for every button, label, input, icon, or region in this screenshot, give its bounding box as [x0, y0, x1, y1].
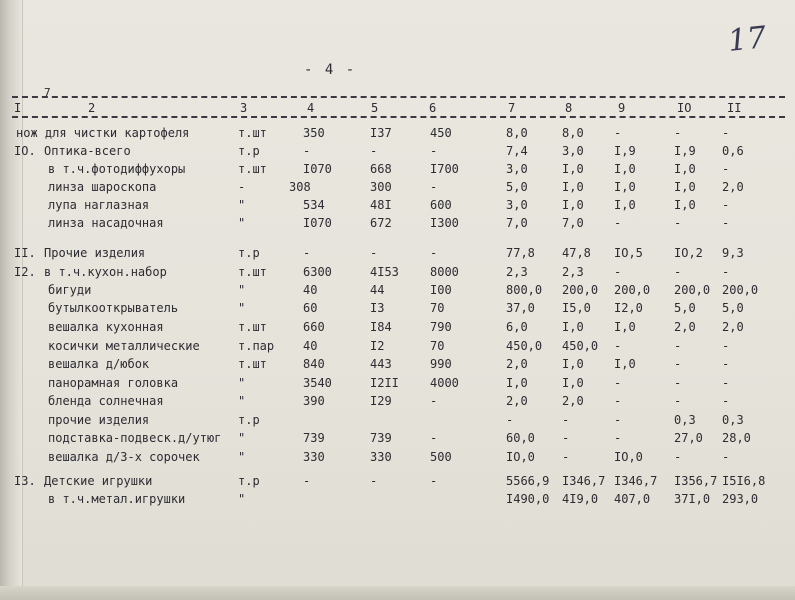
value-col-11: 5,0 — [722, 301, 744, 315]
folio-number: 17 — [726, 20, 768, 59]
value-col-11: 0,3 — [722, 413, 744, 427]
value-col-5: 443 — [370, 357, 392, 371]
value-col-6: - — [430, 431, 438, 445]
item-name: бигуди — [48, 283, 92, 297]
value-col-5: I84 — [370, 320, 392, 334]
value-col-10: - — [674, 126, 682, 140]
unit: т.шт — [238, 162, 267, 176]
value-col-4: - — [303, 474, 311, 488]
table-row — [0, 472, 795, 490]
table-row — [0, 244, 795, 262]
value-col-4: 60 — [303, 301, 318, 315]
item-name: Прочие изделия — [44, 246, 146, 260]
value-col-10: IO,2 — [674, 246, 703, 260]
table-row — [0, 142, 795, 160]
value-col-7: 800,0 — [506, 283, 543, 297]
page-number: - 4 - — [304, 62, 357, 78]
table-row — [0, 178, 795, 196]
value-col-5: 739 — [370, 431, 392, 445]
value-col-10: 27,0 — [674, 431, 703, 445]
value-col-5: 4I53 — [370, 265, 399, 279]
value-col-5: 330 — [370, 450, 392, 464]
unit: т.р — [238, 246, 260, 260]
item-name: Оптика-всего — [44, 144, 131, 158]
value-col-10: I,0 — [674, 180, 696, 194]
header-top-rule — [12, 96, 785, 98]
value-col-8: I346,7 — [562, 474, 606, 488]
value-col-11: - — [722, 198, 730, 212]
value-col-11: - — [722, 339, 730, 353]
value-col-7: 7,0 — [506, 216, 528, 230]
value-col-8: 4I9,0 — [562, 492, 599, 506]
value-col-7: 5566,9 — [506, 474, 550, 488]
value-col-11: 28,0 — [722, 431, 751, 445]
item-name: лупа наглазная — [48, 198, 150, 212]
value-col-5: I2II — [370, 376, 399, 390]
value-col-9: I,0 — [614, 162, 636, 176]
value-col-11: - — [722, 162, 730, 176]
column-number: 7 — [508, 101, 516, 115]
column-number: 3 — [240, 101, 248, 115]
value-col-9: 200,0 — [614, 283, 651, 297]
value-col-9: I,0 — [614, 198, 636, 212]
value-col-5: 300 — [370, 180, 392, 194]
item-name: в т.ч.метал.игрушки — [48, 492, 186, 506]
item-name: косички металлические — [48, 339, 200, 353]
value-col-8: 7,0 — [562, 216, 584, 230]
value-col-6: - — [430, 246, 438, 260]
value-col-4: 3540 — [303, 376, 332, 390]
value-col-11: 0,6 — [722, 144, 744, 158]
unit: т.шт — [238, 126, 267, 140]
item-name: линза насадочная — [48, 216, 164, 230]
value-col-8: I5,0 — [562, 301, 591, 315]
value-col-10: - — [674, 357, 682, 371]
value-col-8: - — [562, 413, 570, 427]
value-col-7: 6,0 — [506, 320, 528, 334]
item-number: IO. — [14, 144, 36, 158]
value-col-6: - — [430, 180, 438, 194]
value-col-9: 407,0 — [614, 492, 651, 506]
value-col-4: - — [303, 246, 311, 260]
unit: т.р — [238, 474, 260, 488]
value-col-11: - — [722, 126, 730, 140]
value-col-7: 3,0 — [506, 198, 528, 212]
value-col-9: I,0 — [614, 320, 636, 334]
value-col-10: 37I,0 — [674, 492, 711, 506]
value-col-7: 3,0 — [506, 162, 528, 176]
value-col-5: - — [370, 144, 378, 158]
value-col-7: 450,0 — [506, 339, 543, 353]
value-col-9: I,0 — [614, 357, 636, 371]
value-col-4: 739 — [303, 431, 325, 445]
value-col-10: 200,0 — [674, 283, 711, 297]
value-col-10: 5,0 — [674, 301, 696, 315]
column-number: II — [727, 101, 742, 115]
value-col-8: 450,0 — [562, 339, 599, 353]
value-col-11: - — [722, 216, 730, 230]
value-col-5: - — [370, 246, 378, 260]
value-col-9: I,9 — [614, 144, 636, 158]
value-col-7: 37,0 — [506, 301, 535, 315]
value-col-6: - — [430, 144, 438, 158]
value-col-11: 2,0 — [722, 180, 744, 194]
item-name: вешалка д/юбок — [48, 357, 150, 371]
value-col-6: 450 — [430, 126, 452, 140]
unit: " — [238, 492, 246, 506]
item-name: в т.ч.фотодиффухоры — [48, 162, 186, 176]
value-col-10: - — [674, 394, 682, 408]
value-col-6: 8000 — [430, 265, 459, 279]
table-row — [0, 124, 795, 142]
value-col-11: 200,0 — [722, 283, 759, 297]
value-col-6: 790 — [430, 320, 452, 334]
item-name: вешалка кухонная — [48, 320, 164, 334]
unit: " — [238, 450, 246, 464]
table-row — [0, 214, 795, 232]
value-col-11: - — [722, 376, 730, 390]
table-row — [0, 411, 795, 429]
value-col-8: 3,0 — [562, 144, 584, 158]
item-name: в т.ч.кухон.набор — [44, 265, 167, 279]
item-name: Детские игрушки — [44, 474, 153, 488]
unit: " — [238, 283, 246, 297]
value-col-7: 8,0 — [506, 126, 528, 140]
column-number: IO — [677, 101, 692, 115]
value-col-6: I300 — [430, 216, 459, 230]
table-row — [0, 263, 795, 281]
value-col-8: 200,0 — [562, 283, 599, 297]
value-col-4: 350 — [303, 126, 325, 140]
value-col-4: 534 — [303, 198, 325, 212]
value-col-11: - — [722, 394, 730, 408]
value-col-11: - — [722, 357, 730, 371]
unit: т.пар — [238, 339, 275, 353]
unit: - — [238, 180, 246, 194]
column-number: 5 — [371, 101, 379, 115]
value-col-5: 668 — [370, 162, 392, 176]
value-col-5: 672 — [370, 216, 392, 230]
value-col-10: I356,7 — [674, 474, 718, 488]
unit: т.шт — [238, 265, 267, 279]
value-col-4: 6300 — [303, 265, 332, 279]
unit: " — [238, 198, 246, 212]
value-col-6: I700 — [430, 162, 459, 176]
column-number: 4 — [307, 101, 315, 115]
item-number: II. — [14, 246, 36, 260]
page-bottom-edge — [0, 586, 795, 600]
value-col-4: 40 — [303, 339, 318, 353]
value-col-4: 660 — [303, 320, 325, 334]
value-col-5: I29 — [370, 394, 392, 408]
table-row — [0, 429, 795, 447]
value-col-7: 2,3 — [506, 265, 528, 279]
item-name: прочие изделия — [48, 413, 150, 427]
value-col-8: 2,0 — [562, 394, 584, 408]
value-col-4: 308 — [289, 180, 311, 194]
unit: " — [238, 376, 246, 390]
value-col-7: - — [506, 413, 514, 427]
value-col-5: I3 — [370, 301, 385, 315]
value-col-7: 7,4 — [506, 144, 528, 158]
value-col-4: 40 — [303, 283, 318, 297]
unit: т.р — [238, 413, 260, 427]
value-col-7: IO,0 — [506, 450, 535, 464]
value-col-11: 2,0 — [722, 320, 744, 334]
table-row — [0, 318, 795, 336]
value-col-11: - — [722, 265, 730, 279]
value-col-10: - — [674, 265, 682, 279]
value-col-9: - — [614, 216, 622, 230]
value-col-6: I00 — [430, 283, 452, 297]
table-row — [0, 392, 795, 410]
value-col-9: I,0 — [614, 180, 636, 194]
item-name: линза шароскопа — [48, 180, 157, 194]
item-name: бутылкооткрыватель — [48, 301, 179, 315]
value-col-6: 4000 — [430, 376, 459, 390]
value-col-8: I,0 — [562, 376, 584, 390]
unit: " — [238, 394, 246, 408]
unit: т.р — [238, 144, 260, 158]
item-name: нож для чистки картофеля — [16, 126, 190, 140]
table-row — [0, 337, 795, 355]
column-number: 9 — [618, 101, 626, 115]
value-col-8: I,0 — [562, 320, 584, 334]
value-col-8: - — [562, 450, 570, 464]
value-col-4: I070 — [303, 216, 332, 230]
value-col-8: I,0 — [562, 162, 584, 176]
value-col-8: - — [562, 431, 570, 445]
value-col-9: IO,5 — [614, 246, 643, 260]
item-name: бленда солнечная — [48, 394, 164, 408]
column-number: I — [14, 101, 22, 115]
table-row — [0, 490, 795, 508]
table-row — [0, 448, 795, 466]
value-col-9: - — [614, 126, 622, 140]
value-col-10: 0,3 — [674, 413, 696, 427]
unit: " — [238, 301, 246, 315]
value-col-10: I,9 — [674, 144, 696, 158]
value-col-8: I,0 — [562, 180, 584, 194]
value-col-9: IO,0 — [614, 450, 643, 464]
value-col-7: 5,0 — [506, 180, 528, 194]
column-number: 6 — [429, 101, 437, 115]
value-col-7: 2,0 — [506, 394, 528, 408]
value-col-4: 330 — [303, 450, 325, 464]
value-col-10: I,0 — [674, 198, 696, 212]
item-number: I3. — [14, 474, 36, 488]
unit: " — [238, 431, 246, 445]
value-col-9: - — [614, 265, 622, 279]
value-col-9: - — [614, 431, 622, 445]
value-col-9: - — [614, 394, 622, 408]
value-col-10: - — [674, 376, 682, 390]
value-col-6: 500 — [430, 450, 452, 464]
value-col-9: - — [614, 413, 622, 427]
header-bottom-rule — [12, 116, 785, 118]
value-col-7: 2,0 — [506, 357, 528, 371]
table-row — [0, 355, 795, 373]
item-name: панорамная головка — [48, 376, 179, 390]
column-number: 2 — [88, 101, 96, 115]
value-col-7: I490,0 — [506, 492, 550, 506]
unit: т.шт — [238, 320, 267, 334]
value-col-8: I,0 — [562, 198, 584, 212]
value-col-5: - — [370, 474, 378, 488]
value-col-4: I070 — [303, 162, 332, 176]
item-name: вешалка д/3-х сорочек — [48, 450, 200, 464]
value-col-11: I5I6,8 — [722, 474, 766, 488]
value-col-9: I346,7 — [614, 474, 658, 488]
value-col-7: 60,0 — [506, 431, 535, 445]
value-col-5: 44 — [370, 283, 385, 297]
value-col-10: - — [674, 450, 682, 464]
value-col-7: I,0 — [506, 376, 528, 390]
table-row — [0, 196, 795, 214]
item-name: подставка-подвеск.д/утюг — [48, 431, 222, 445]
value-col-9: I2,0 — [614, 301, 643, 315]
table-row — [0, 160, 795, 178]
value-col-8: 2,3 — [562, 265, 584, 279]
value-col-9: - — [614, 376, 622, 390]
value-col-5: 48I — [370, 198, 392, 212]
value-col-10: - — [674, 216, 682, 230]
value-col-9: - — [614, 339, 622, 353]
value-col-11: - — [722, 450, 730, 464]
value-col-8: I,0 — [562, 357, 584, 371]
value-col-5: I2 — [370, 339, 385, 353]
value-col-7: 77,8 — [506, 246, 535, 260]
value-col-6: 600 — [430, 198, 452, 212]
value-col-10: I,0 — [674, 162, 696, 176]
value-col-8: 47,8 — [562, 246, 591, 260]
value-col-6: 990 — [430, 357, 452, 371]
value-col-4: - — [303, 144, 311, 158]
value-col-6: 70 — [430, 301, 445, 315]
value-col-6: - — [430, 394, 438, 408]
value-col-4: 390 — [303, 394, 325, 408]
value-col-4: 840 — [303, 357, 325, 371]
value-col-8: 8,0 — [562, 126, 584, 140]
value-col-5: I37 — [370, 126, 392, 140]
value-col-11: 9,3 — [722, 246, 744, 260]
table-row — [0, 281, 795, 299]
item-number: I2. — [14, 265, 36, 279]
value-col-6: - — [430, 474, 438, 488]
header-mark: 7 — [44, 86, 51, 99]
column-number: 8 — [565, 101, 573, 115]
value-col-11: 293,0 — [722, 492, 759, 506]
value-col-6: 70 — [430, 339, 445, 353]
table-row — [0, 374, 795, 392]
unit: т.шт — [238, 357, 267, 371]
unit: " — [238, 216, 246, 230]
value-col-10: 2,0 — [674, 320, 696, 334]
table-row — [0, 299, 795, 317]
value-col-10: - — [674, 339, 682, 353]
